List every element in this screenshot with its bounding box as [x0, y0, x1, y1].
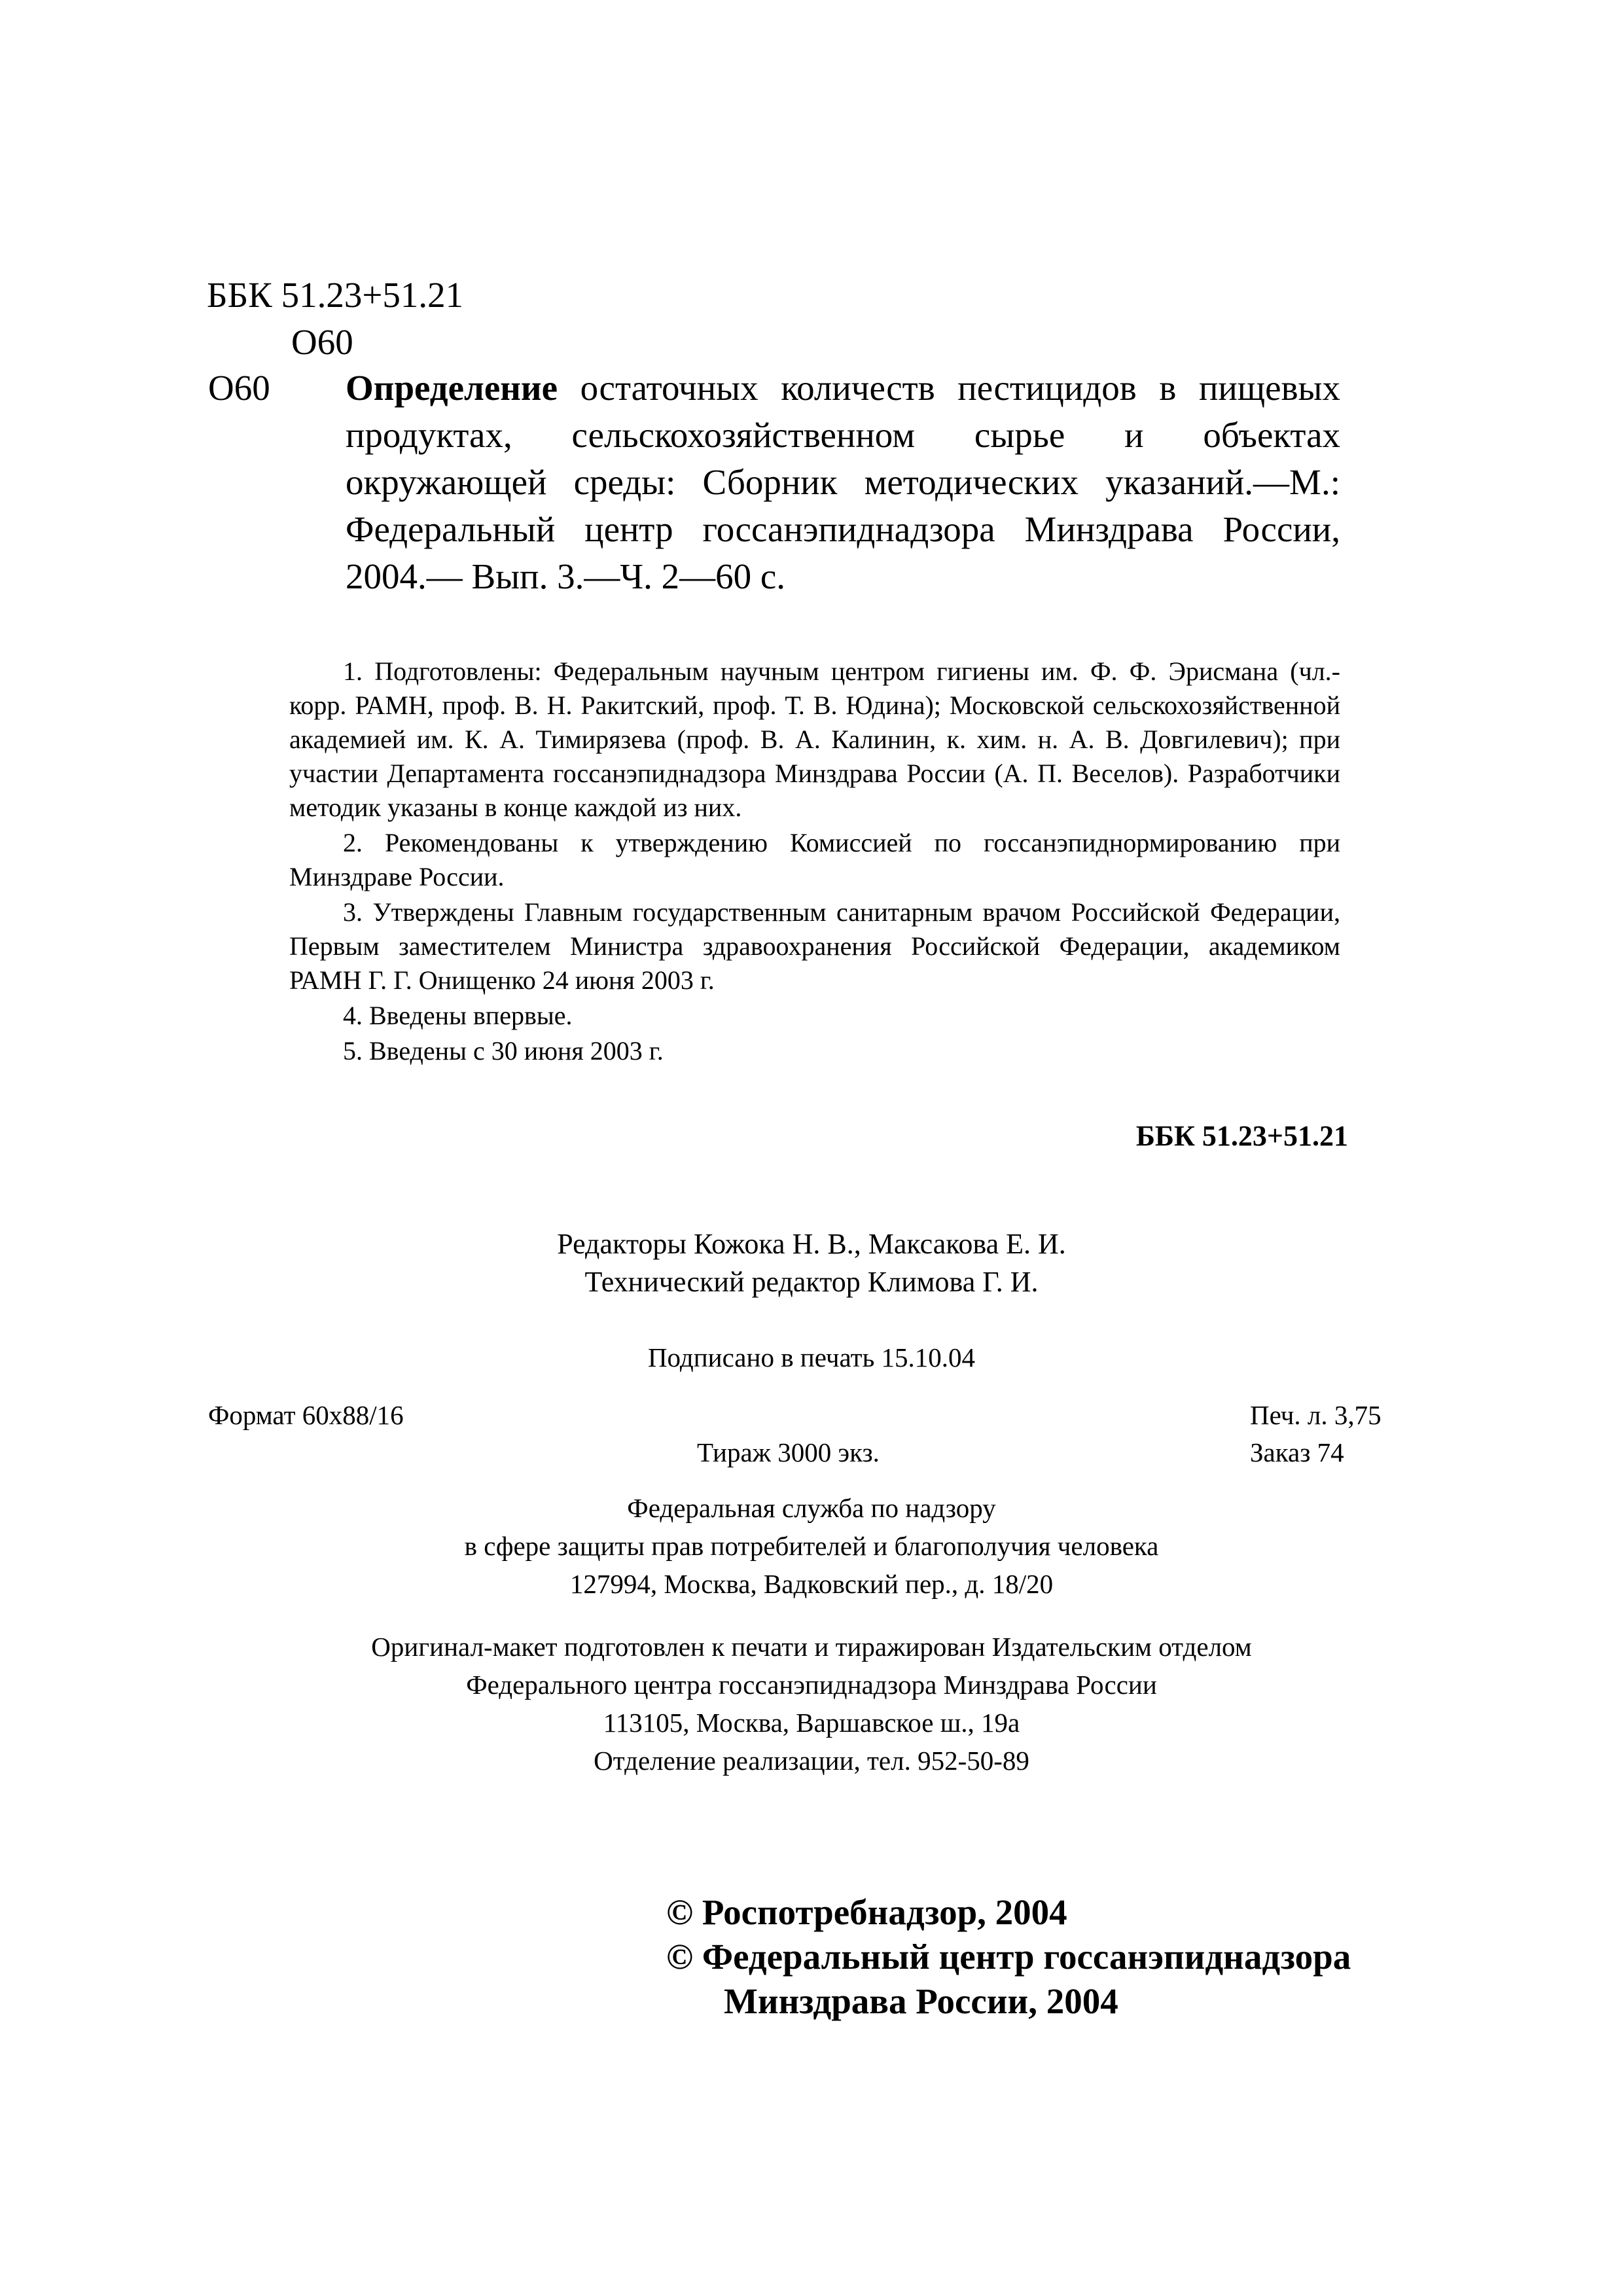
entry-title: Определение [346, 368, 558, 408]
note-item: 1. Подготовлены: Федеральным научным центром гигиены им. Ф. Ф. Эрисмана (чл.-корр. РАМН, проф. В. Н. Ракитский, проф. Т. В. Юдина); Московской сельскохозяйственной академией им. К. А. Тимирязева (проф. В. А. Калинин, к. хим. н. А. В. Довгилевич); при участии Департамента госсанэпиднадзора Минздрава России (А. П. Веселов). Разработчики методик указаны в конце каждой из них. [289, 656, 1340, 822]
bbk-index: ББК 51.23+51.21 [207, 275, 464, 315]
note-item: 5. Введены с 30 июня 2003 г. [343, 1036, 664, 1066]
note-item: 2. Рекомендованы к утверждению Комиссией по госсанэпиднормированию при Минздраве России. [289, 828, 1340, 891]
copyright-line: © Федеральный центр госсанэпиднадзора [666, 1937, 1351, 1977]
printed-sheets: Печ. л. 3,75 [1250, 1400, 1382, 1430]
publisher-address: 127994, Москва, Вадковский пер., д. 18/20 [569, 1569, 1054, 1599]
entry-code: О60 [208, 368, 270, 408]
tech-editor-line: Технический редактор Климова Г. И. [584, 1266, 1039, 1298]
signed-date: Подписано в печать 15.10.04 [647, 1342, 976, 1372]
editors-line: Редакторы Кожока Н. В., Максакова Е. И. [557, 1228, 1066, 1260]
printer-line: Оригинал-макет подготовлен к печати и тиражирован Издательским отделом [371, 1632, 1252, 1662]
notes-list [289, 655, 1340, 1069]
copyright-line: Минздрава России, 2004 [724, 1981, 1118, 2021]
bibliographic-entry [346, 365, 1340, 600]
copyright-line: © Роспотребнадзор, 2004 [666, 1892, 1067, 1932]
bbk-index-bottom: ББК 51.23+51.21 [1135, 1120, 1348, 1152]
author-code: О60 [291, 322, 353, 362]
publisher-line: в сфере защиты прав потребителей и благополучия человека [464, 1531, 1159, 1561]
publisher-line: Федеральная служба по надзору [627, 1493, 996, 1523]
printer-address: 113105, Москва, Варшавское ш., 19а [603, 1708, 1020, 1738]
note-item: 3. Утверждены Главным государственным санитарным врачом Российской Федерации, Первым заместителем Министра здравоохранения Российской Федерации, академиком РАМН Г. Г. Онищенко 24 июня 2003 г. [289, 897, 1340, 995]
entry-description: остаточных количеств пестицидов в пищевых продуктах, сельскохозяйственном сырье и объектах окружающей среды: Сборник методических указаний.—М.: Федеральный центр госсанэпиднадзора Минздрава России, 2004.— Вып. 3.—Ч. 2—60 с. [346, 368, 1340, 596]
note-item: 4. Введены впервые. [343, 1001, 573, 1030]
printer-line: Федерального центра госсанэпиднадзора Минздрава России [466, 1670, 1157, 1700]
print-run: Тираж 3000 экз. [697, 1437, 880, 1467]
format: Формат 60х88/16 [208, 1400, 404, 1430]
sales-phone: Отделение реализации, тел. 952-50-89 [594, 1746, 1029, 1776]
order-number: Заказ 74 [1250, 1437, 1344, 1467]
